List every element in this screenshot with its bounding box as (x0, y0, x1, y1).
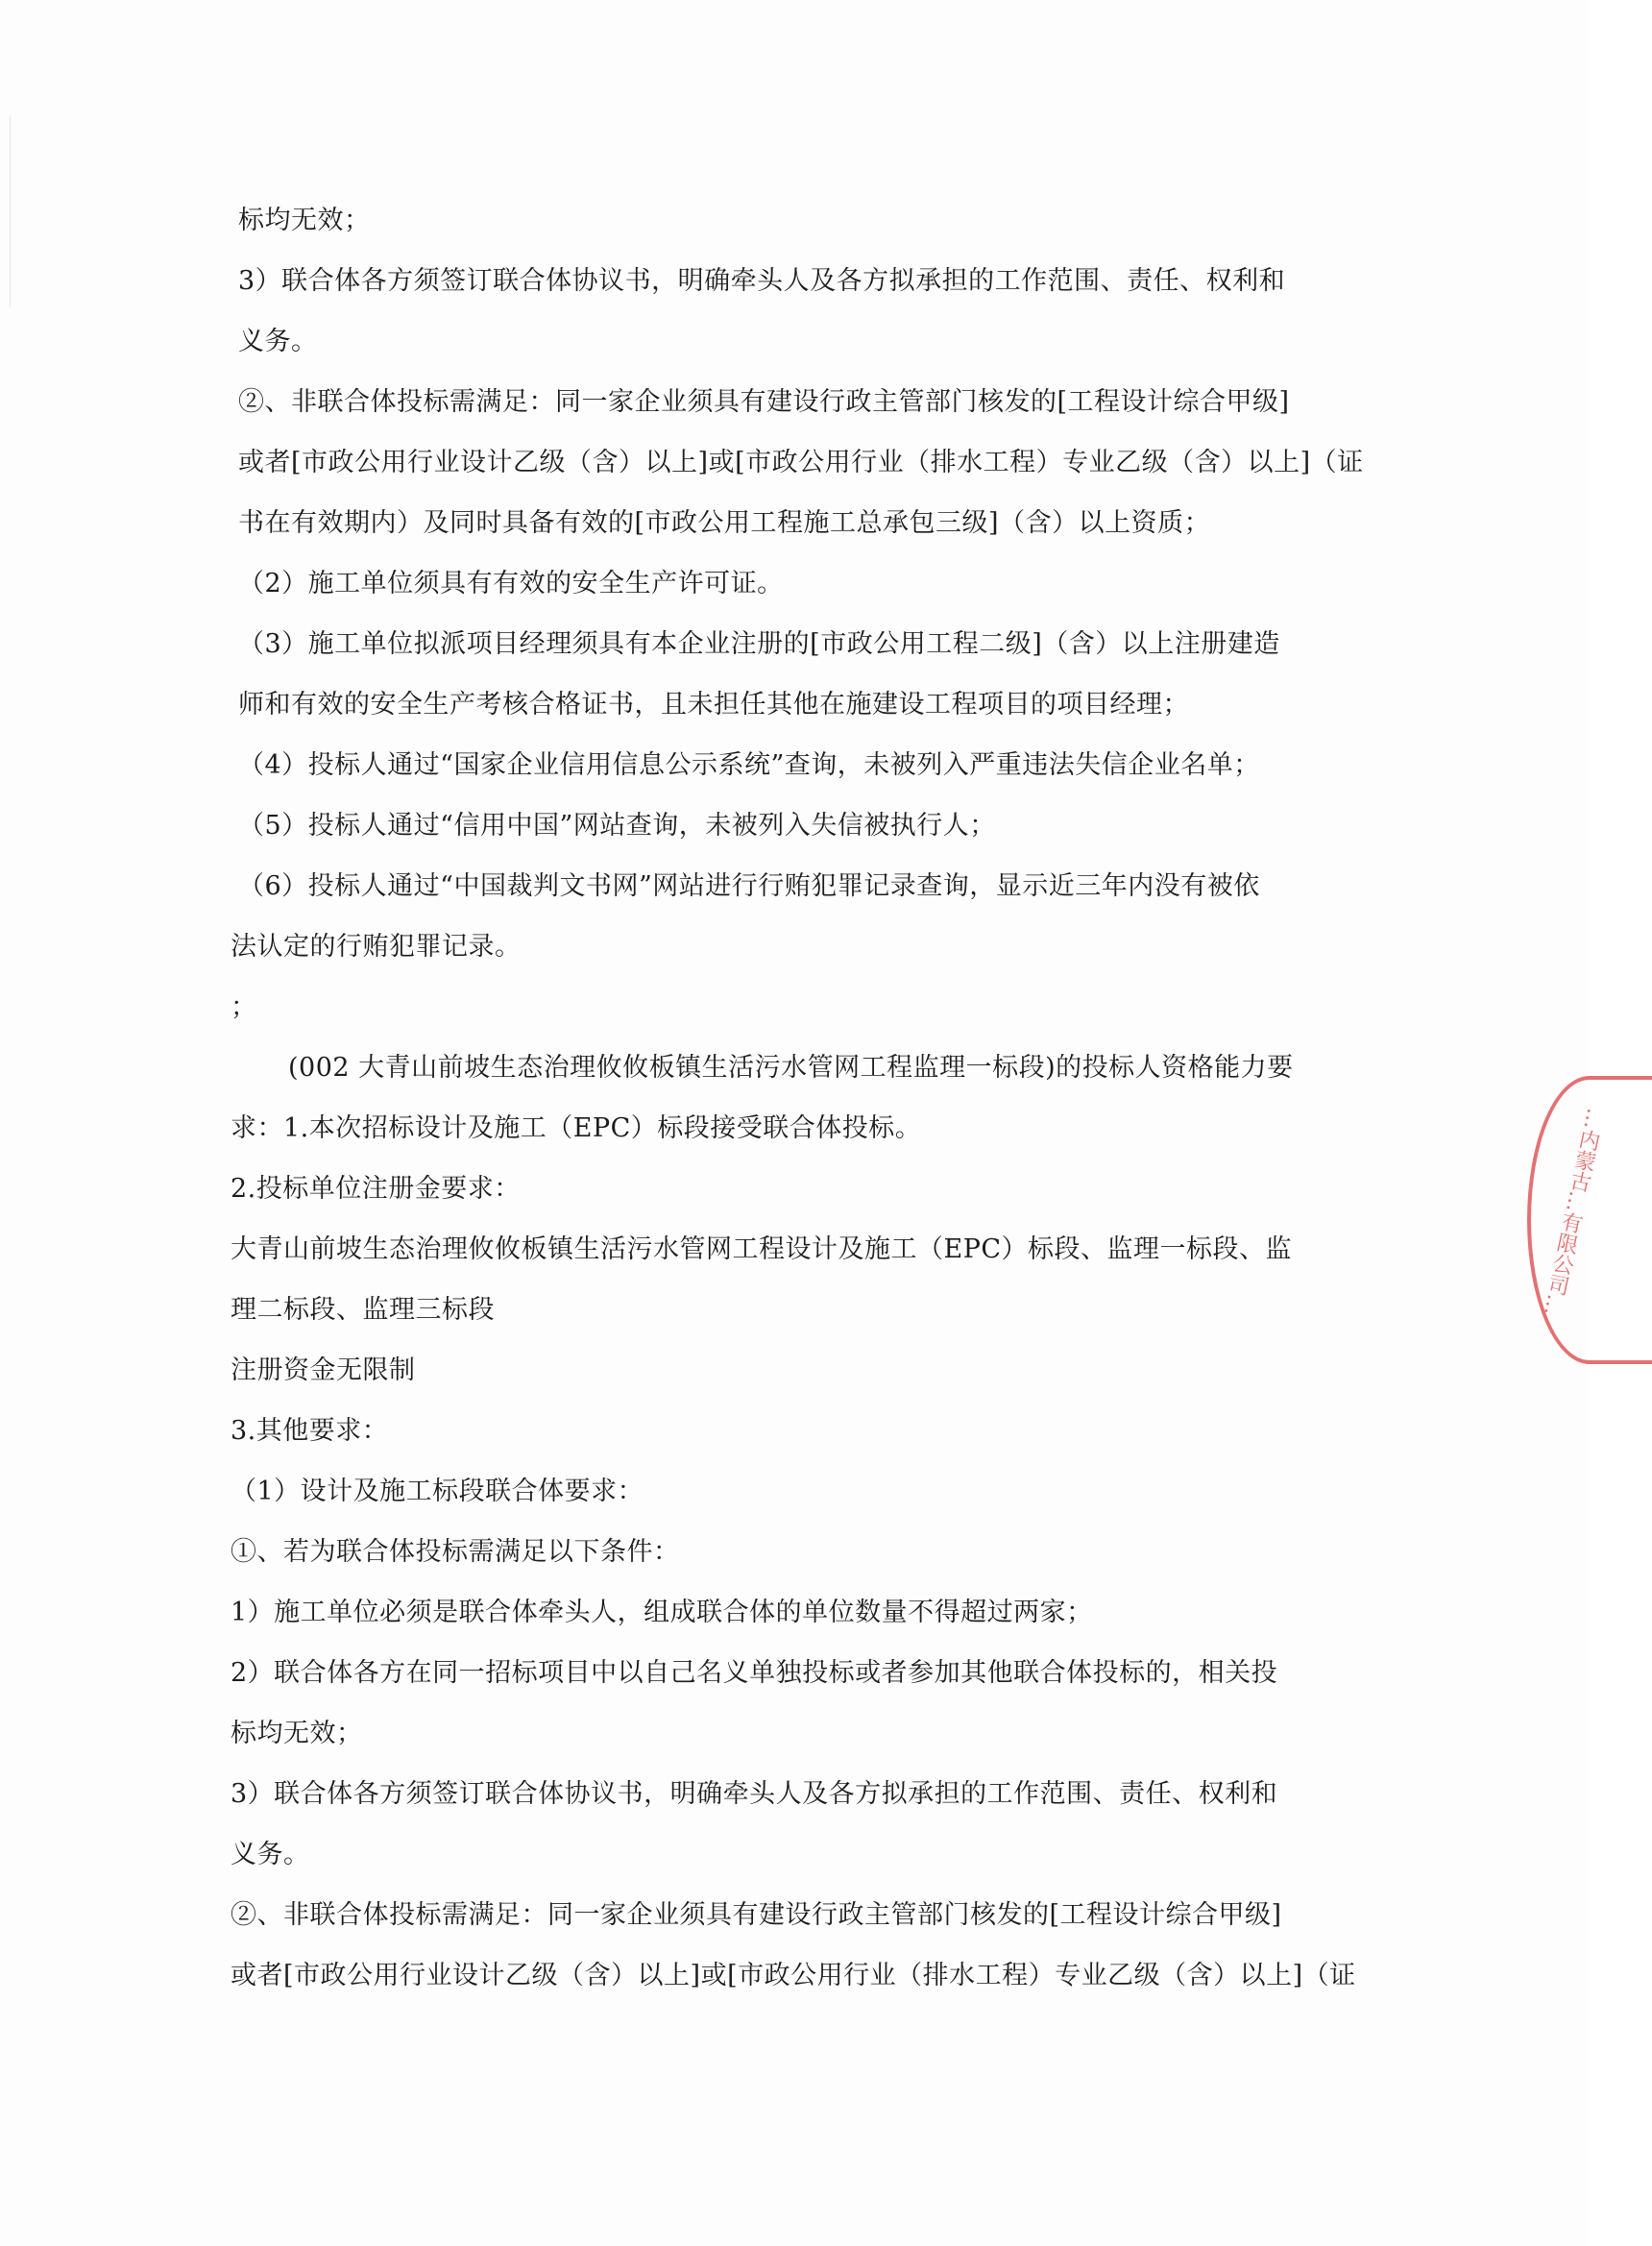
text-line: 注册资金无限制 (231, 1355, 416, 1385)
text-line: 标均无效； (231, 1719, 363, 1748)
text-line: 书在有效期内）及同时具备有效的[市政公用工程施工总承包三级]（含）以上资质； (238, 508, 1211, 538)
text-line: 大青山前坡生态治理攸攸板镇生活污水管网工程设计及施工（EPC）标段、监理一标段、监 (231, 1234, 1293, 1264)
text-line: ②、非联合体投标需满足：同一家企业须具有建设行政主管部门核发的[工程设计综合甲级] (231, 1900, 1282, 1930)
text-line: （6）投标人通过“中国裁判文书网”网站进行行贿犯罪记录查询，显示近三年内没有被依 (238, 871, 1260, 901)
red-seal-text: …内蒙古…有限公司… (1539, 1106, 1607, 1318)
text-line: ①、若为联合体投标需满足以下条件： (231, 1537, 680, 1567)
scan-edge-artifact (10, 115, 11, 307)
text-line: 师和有效的安全生产考核合格证书，且未担任其他在施建设工程项目的项目经理； (238, 690, 1189, 720)
text-line: （2）施工单位须具有有效的安全生产许可证。 (238, 569, 784, 598)
text-line: （4）投标人通过“国家企业信用信息公示系统”查询，未被列入严重违法失信企业名单； (238, 750, 1260, 780)
document-body (231, 190, 1364, 2006)
text-line: 1）施工单位必须是联合体牵头人，组成联合体的单位数量不得超过两家； (231, 1598, 1093, 1627)
text-line: 3）联合体各方须签订联合体协议书，明确牵头人及各方拟承担的工作范围、责任、权利和 (231, 1779, 1278, 1809)
text-line: 2）联合体各方在同一招标项目中以自己名义单独投标或者参加其他联合体投标的，相关投 (231, 1658, 1278, 1688)
text-line: （5）投标人通过“信用中国”网站查询，未被列入失信被执行人； (238, 811, 996, 841)
text-line: ②、非联合体投标需满足：同一家企业须具有建设行政主管部门核发的[工程设计综合甲级] (238, 387, 1290, 417)
text-line: 义务。 (231, 1840, 310, 1869)
text-line: 求：1.本次招标设计及施工（EPC）标段接受联合体投标。 (231, 1113, 922, 1143)
text-line: （1）设计及施工标段联合体要求： (231, 1477, 644, 1506)
text-line: 理二标段、监理三标段 (231, 1295, 495, 1325)
text-line: 3）联合体各方须签订联合体协议书，明确牵头人及各方拟承担的工作范围、责任、权利和 (238, 266, 1286, 296)
text-line: 或者[市政公用行业设计乙级（含）以上]或[市政公用行业（排水工程）专业乙级（含）以上]（证 (238, 448, 1364, 477)
text-line: 或者[市政公用行业设计乙级（含）以上]或[市政公用行业（排水工程）专业乙级（含）以上]（证 (231, 1961, 1356, 1990)
text-line: 2.投标单位注册金要求： (231, 1174, 521, 1204)
text-line: 标均无效； (238, 206, 371, 235)
text-line: 义务。 (238, 327, 318, 356)
text-line: 法认定的行贿犯罪记录。 (231, 932, 522, 962)
text-line: (002 大青山前坡生态治理攸攸板镇生活污水管网工程监理一标段)的投标人资格能力要 (288, 1053, 1294, 1083)
text-line: 3.其他要求： (231, 1416, 389, 1446)
text-line: （3）施工单位拟派项目经理须具有本企业注册的[市政公用工程二级]（含）以上注册建造 (238, 629, 1280, 659)
text-line: ； (231, 992, 257, 1022)
